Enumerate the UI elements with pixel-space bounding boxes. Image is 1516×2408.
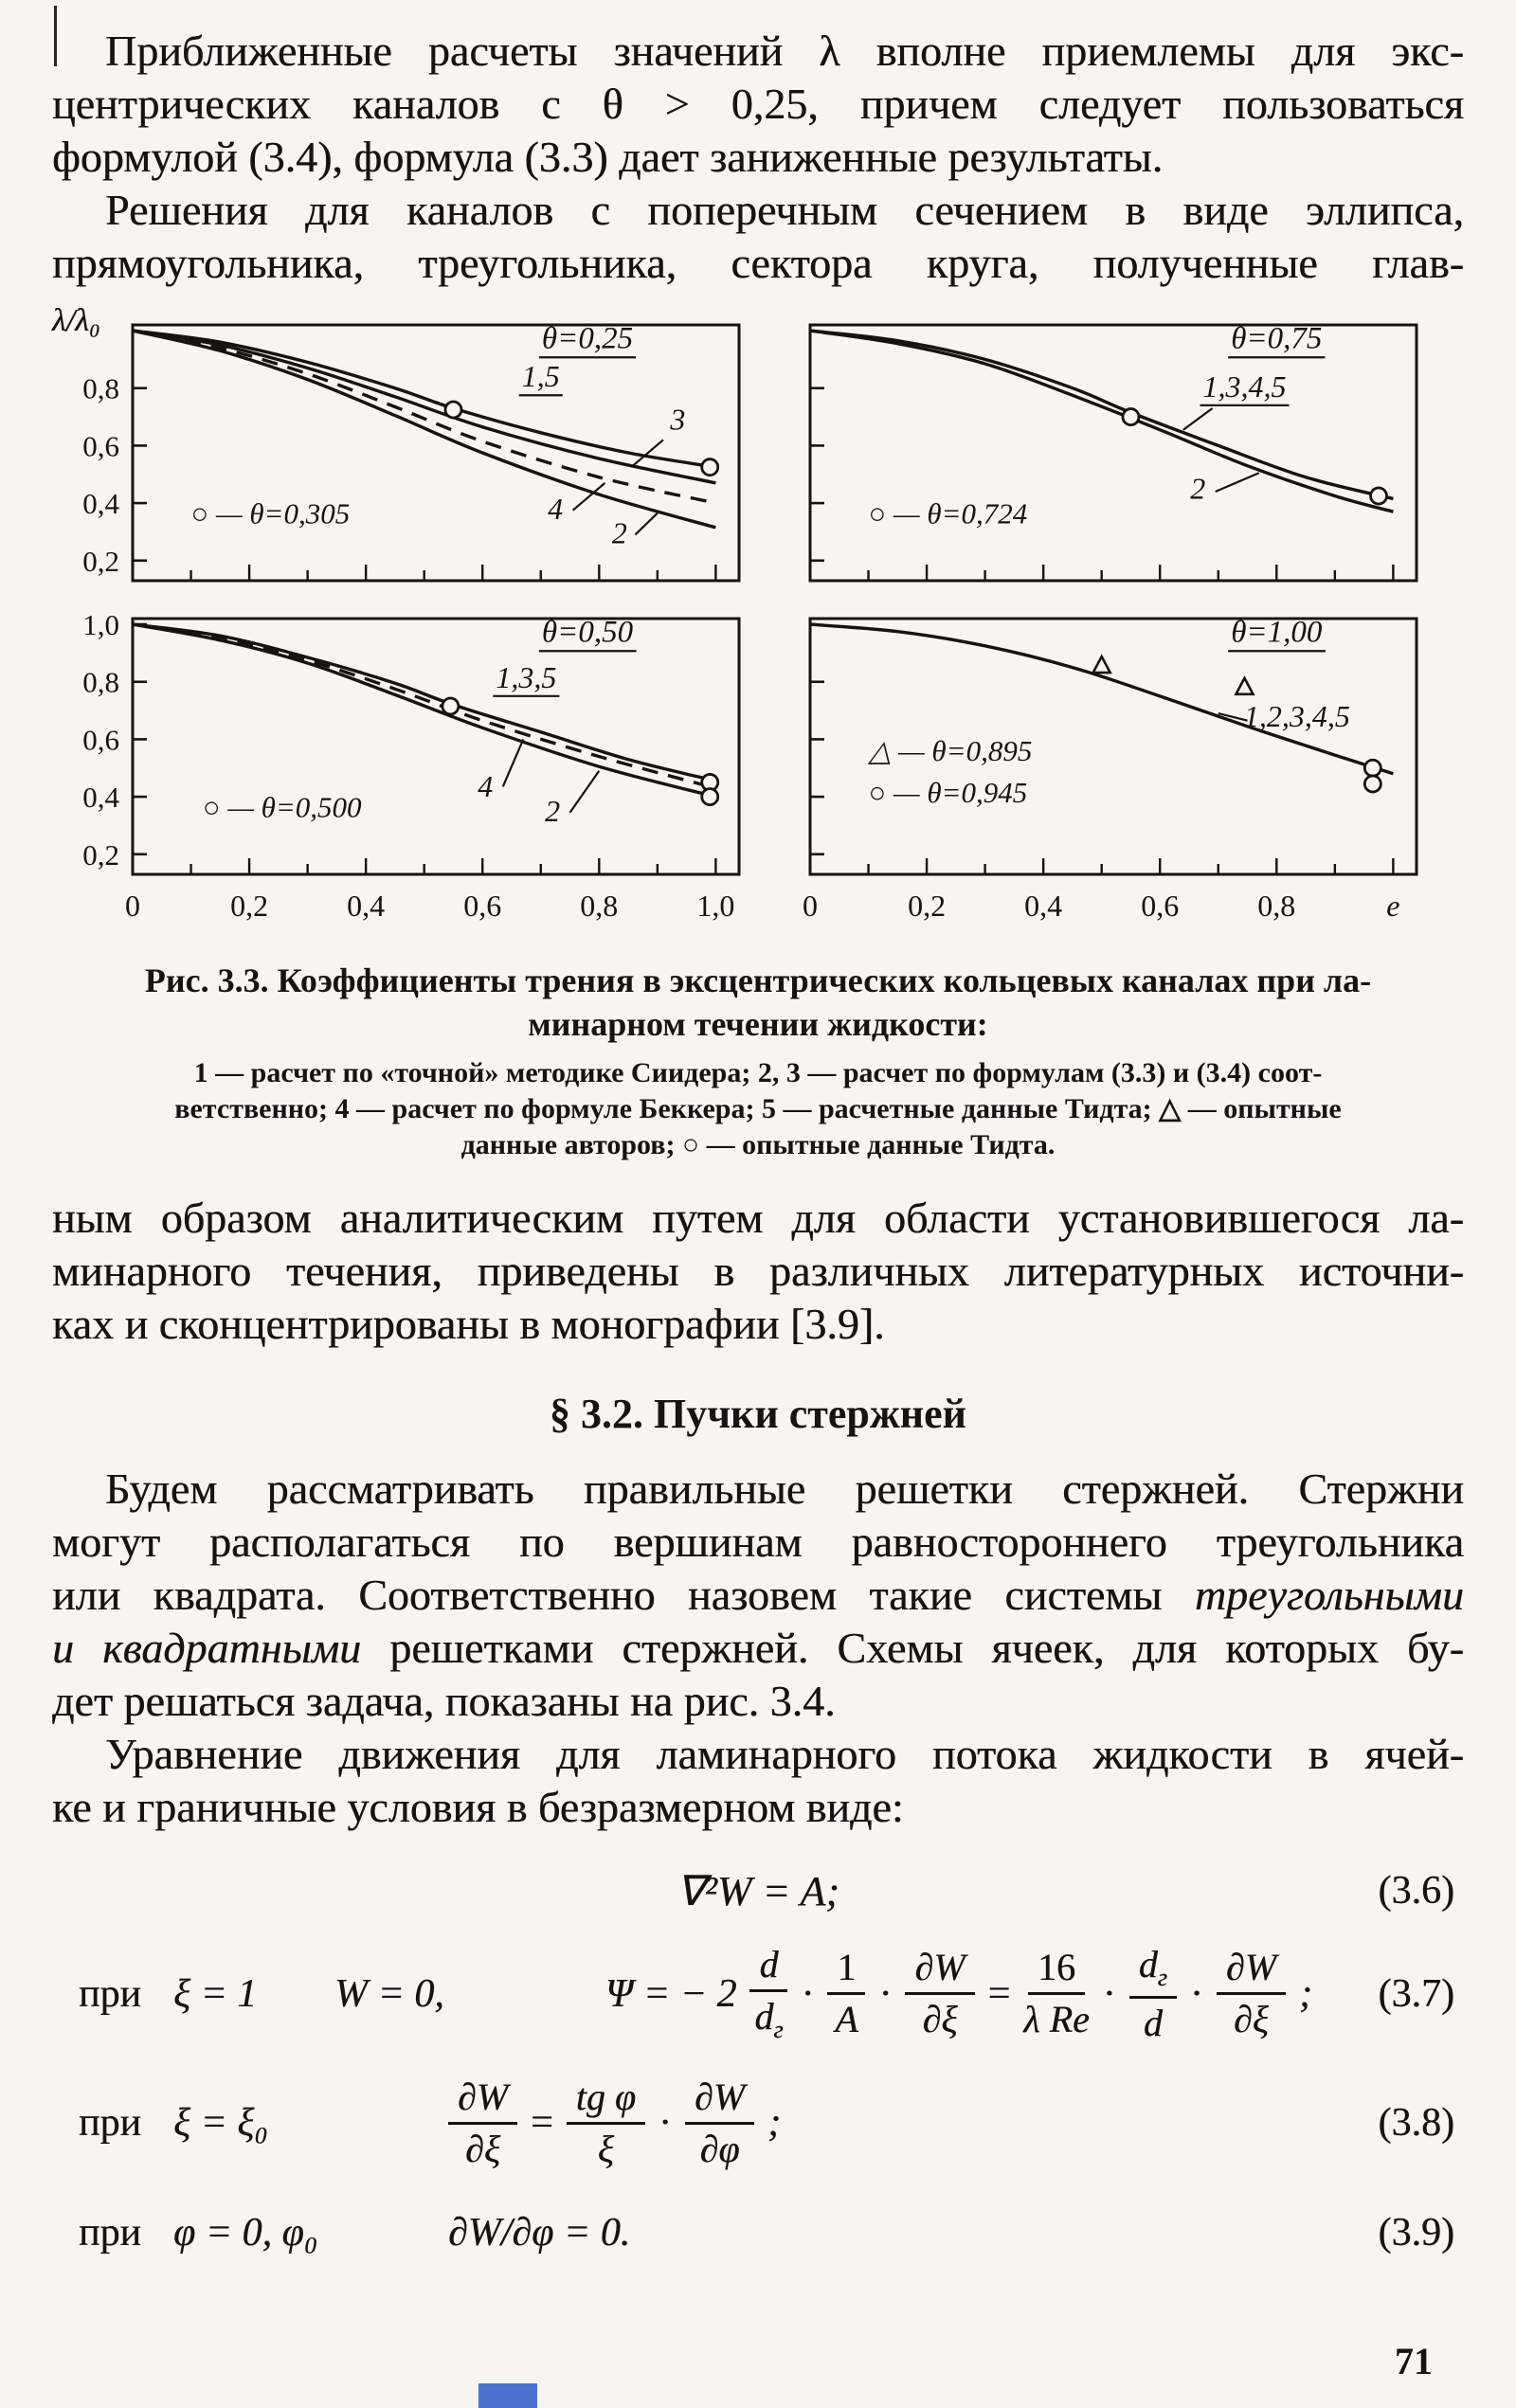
plot-frame — [133, 619, 739, 874]
text-line: Будем рассматривать правильные решетки стержней. Стержни — [105, 1465, 1464, 1513]
numerator: ∂W — [1217, 1947, 1286, 1995]
text-line: Уравнение движения для ламинарного потока жидкости в ячей- — [105, 1730, 1464, 1778]
y-tick-label: 0,2 — [82, 544, 119, 578]
x-tick-label: е — [1386, 889, 1400, 923]
curve-label: 1,5 — [521, 359, 560, 394]
condition-expression: ξ = ξ₀ — [172, 2101, 268, 2146]
condition-expression: φ = 0, φ₀ — [172, 2210, 318, 2255]
chart-panel-theta-025 — [52, 318, 747, 587]
fraction — [567, 2076, 645, 2170]
data-marker-circle — [702, 789, 718, 805]
equation-3-7 — [52, 1944, 1464, 2044]
legend-line: ветственно; 4 — расчет по формуле Беккера; 5 — расчетные данные Тидта; △ — опытные — [174, 1093, 1342, 1124]
panel-legend: △ — θ=0,895 — [868, 734, 1033, 768]
condition-word: при — [79, 2101, 141, 2146]
numerator: ∂W — [448, 2076, 517, 2125]
condition-word: при — [79, 2210, 141, 2255]
y-tick-label: 0,8 — [82, 371, 119, 405]
equation-number: (3.6) — [1378, 1869, 1454, 1913]
boundary-value: W = 0, — [334, 1971, 444, 2016]
chart-panel-theta-075 — [803, 318, 1424, 587]
fraction — [1217, 1947, 1286, 2040]
text-line: формулой (3.4), формула (3.3) дает заниженные результаты. — [52, 133, 1164, 181]
data-marker-triangle — [1093, 656, 1110, 673]
curve-label: 2 — [545, 793, 561, 828]
curve-label: 4 — [478, 769, 494, 804]
operator: · — [801, 1971, 815, 2016]
curve-label: 1,2,3,4,5 — [1243, 698, 1350, 733]
math-term: d — [1138, 1943, 1158, 1986]
denominator: ξ — [597, 2127, 614, 2170]
fraction — [905, 1947, 974, 2040]
denominator: ∂ξ — [1234, 1998, 1269, 2041]
y-axis-label: λ/λ₀ — [52, 303, 100, 338]
subscript: г — [1157, 1964, 1167, 1991]
page-number: 71 — [1395, 2340, 1433, 2382]
theta-label: θ=1,00 — [1231, 615, 1323, 650]
x-tick-label: 0 — [803, 889, 818, 923]
operator: · — [878, 1971, 893, 2016]
paragraph-intro-2 — [52, 184, 1464, 290]
panel-legend: ○ — θ=0,724 — [868, 496, 1028, 530]
figure-3-3-charts — [52, 305, 1464, 942]
subscript: г — [773, 2016, 784, 2043]
text-line: минарного течения, приведены в различных литературных источни- — [52, 1247, 1464, 1295]
x-tick-label: 0,2 — [230, 889, 269, 923]
y-tick-label: 0,6 — [82, 723, 119, 757]
theta-label: θ=0,75 — [1231, 321, 1323, 356]
y-tick-label: 0,8 — [82, 665, 119, 699]
fraction — [1129, 1944, 1177, 2044]
fraction — [685, 2076, 754, 2170]
text-line — [52, 1622, 1464, 1675]
operator: · — [1189, 1971, 1203, 2016]
panel-legend: ○ — θ=0,305 — [190, 496, 351, 530]
equation-body: ∇²W = A; — [677, 1867, 839, 1914]
numerator — [1129, 1944, 1177, 1999]
label-leader — [635, 513, 657, 535]
section-title: § 3.2. Пучки стержней — [549, 1391, 967, 1437]
operator: = — [987, 1971, 1011, 2016]
equation-number: (3.7) — [1378, 1971, 1454, 2016]
text-line: дет решаться задача, показаны на рис. 3.4. — [52, 1677, 836, 1725]
x-tick-label: 0,6 — [463, 889, 502, 923]
plot-frame — [810, 325, 1417, 581]
text-run-italic: и квадратными — [52, 1624, 390, 1672]
curve-label: 2 — [611, 515, 627, 550]
curve-label: 3 — [670, 402, 686, 437]
text-line: ным образом аналитическим путем для области установившегося ла- — [52, 1194, 1464, 1242]
equation-3-8 — [52, 2076, 1464, 2170]
equation-number: (3.8) — [1378, 2101, 1454, 2146]
x-tick-label: 0,4 — [347, 889, 386, 923]
numerator: ∂W — [685, 2076, 754, 2125]
chart-panel-theta-100 — [803, 612, 1424, 928]
caption-line: минарном течении жидкости: — [528, 1005, 988, 1043]
data-marker-triangle — [1236, 678, 1253, 694]
denominator: ∂φ — [699, 2127, 740, 2170]
data-marker-circle — [445, 402, 461, 418]
text-run-italic: треугольными — [1194, 1571, 1464, 1619]
legend-line: 1 — расчет по «точной» методике Сиидера; 2, 3 — расчет по формулам (3.3) и (3.4) соот- — [193, 1057, 1323, 1088]
x-tick-label: 0,8 — [580, 889, 619, 923]
math-term: d — [754, 1995, 774, 2038]
label-leader — [1216, 473, 1259, 492]
condition-word: при — [79, 1971, 141, 2016]
numerator: ∂W — [905, 1947, 974, 1995]
text-line: центрических каналов с θ > 0,25, причем следует пользоваться — [52, 80, 1464, 128]
denominator: λ Re — [1023, 1998, 1090, 2041]
equation-3-6 — [52, 1862, 1464, 1919]
label-leader — [1183, 408, 1213, 430]
chart-panel-theta-050 — [52, 612, 747, 928]
scan-artifact — [478, 2383, 537, 2408]
operator: · — [658, 2101, 672, 2146]
text-run: или квадрата. Соответственно назовем такие системы — [52, 1571, 1195, 1619]
denominator: ∂ξ — [465, 2127, 500, 2170]
label-leader — [570, 771, 600, 813]
x-tick-label: 0 — [125, 889, 140, 923]
theta-label: θ=0,50 — [541, 615, 634, 650]
data-marker-circle — [1123, 409, 1139, 425]
y-tick-label: 0,2 — [82, 837, 119, 872]
x-tick-label: 0,4 — [1024, 889, 1063, 923]
denominator: ∂ξ — [922, 1998, 958, 2041]
text-run: решетками стержней. Схемы ячеек, для которых бу- — [389, 1624, 1465, 1672]
text-line: Приближенные расчеты значений λ вполне приемлемы для экс- — [105, 27, 1464, 75]
y-tick-label: 0,6 — [82, 429, 119, 463]
equation-3-9 — [52, 2204, 1464, 2261]
fraction — [827, 1947, 865, 2040]
data-marker-circle — [1371, 488, 1387, 504]
caption-line: Рис. 3.3. Коэффициенты трения в эксцентрических кольцевых каналах при ла- — [144, 961, 1372, 999]
curve-label: 2 — [1190, 471, 1206, 506]
figure-legend — [52, 1055, 1464, 1163]
equation-body — [448, 2076, 781, 2170]
x-tick-label: 0,2 — [908, 889, 947, 923]
panel-legend: ○ — θ=0,500 — [202, 790, 362, 824]
numerator: d — [749, 1944, 787, 1992]
curve-1,3,4,5 — [810, 331, 1393, 498]
operator: · — [1102, 1971, 1116, 2016]
curve-label: 1,3,4,5 — [1202, 368, 1287, 404]
data-marker-circle — [1364, 760, 1381, 776]
punctuation: ; — [1299, 1971, 1313, 2016]
equation-body: ∂W/∂φ = 0. — [447, 2210, 631, 2255]
data-marker-circle — [1364, 776, 1381, 792]
curve-label: 4 — [548, 491, 564, 526]
y-tick-label: 0,4 — [82, 487, 119, 521]
paragraph-rod-bundles — [52, 1463, 1464, 1728]
panel-legend: ○ — θ=0,945 — [868, 776, 1028, 810]
condition-expression: ξ = 1 — [172, 1971, 258, 2016]
text-line: ках и сконцентрированы в монографии [3.9]. — [52, 1300, 885, 1348]
punctuation: ; — [767, 2101, 782, 2146]
x-tick-label: 0,6 — [1141, 889, 1180, 923]
theta-label: θ=0,25 — [541, 321, 634, 356]
data-marker-circle — [442, 698, 459, 714]
text-line: могут располагаться по вершинам равностороннего треугольника — [52, 1518, 1464, 1566]
y-tick-label: 1,0 — [82, 612, 119, 642]
fraction — [1023, 1947, 1090, 2040]
text-line: прямоугольника, треугольника, сектора круга, полученные глав- — [52, 239, 1464, 287]
x-tick-label: 0,8 — [1257, 889, 1296, 923]
x-tick-label: 1,0 — [696, 889, 735, 923]
numerator: 1 — [827, 1947, 865, 1995]
text-line: ке и граничные условия в безразмерном виде: — [52, 1783, 904, 1831]
numerator: 16 — [1028, 1947, 1085, 1995]
scan-line-artifact — [54, 6, 57, 66]
paragraph-intro-1 — [52, 25, 1464, 184]
label-leader — [503, 739, 524, 786]
denominator — [754, 1992, 783, 2044]
math-term: Ψ = − 2 — [605, 1971, 737, 2016]
figure-caption — [52, 959, 1464, 1046]
paragraph-equation-intro — [52, 1728, 1464, 1834]
text-line — [52, 1569, 1464, 1622]
data-marker-circle — [702, 459, 718, 476]
fraction — [749, 1944, 787, 2044]
equation-body — [605, 1944, 1312, 2044]
text-line: Решения для каналов с поперечным сечением в виде эллипса, — [105, 186, 1464, 234]
numerator: tg φ — [567, 2076, 645, 2125]
equation-number: (3.9) — [1378, 2210, 1454, 2255]
curve-label: 1,3,5 — [496, 659, 557, 694]
y-tick-label: 0,4 — [82, 781, 119, 815]
legend-line: данные авторов; ○ — опытные данные Тидта. — [460, 1129, 1056, 1160]
denominator: d — [1143, 2001, 1163, 2044]
fraction — [448, 2076, 517, 2170]
paragraph-continuation — [52, 1192, 1464, 1351]
operator: = — [531, 2101, 553, 2146]
denominator: A — [835, 1998, 858, 2041]
